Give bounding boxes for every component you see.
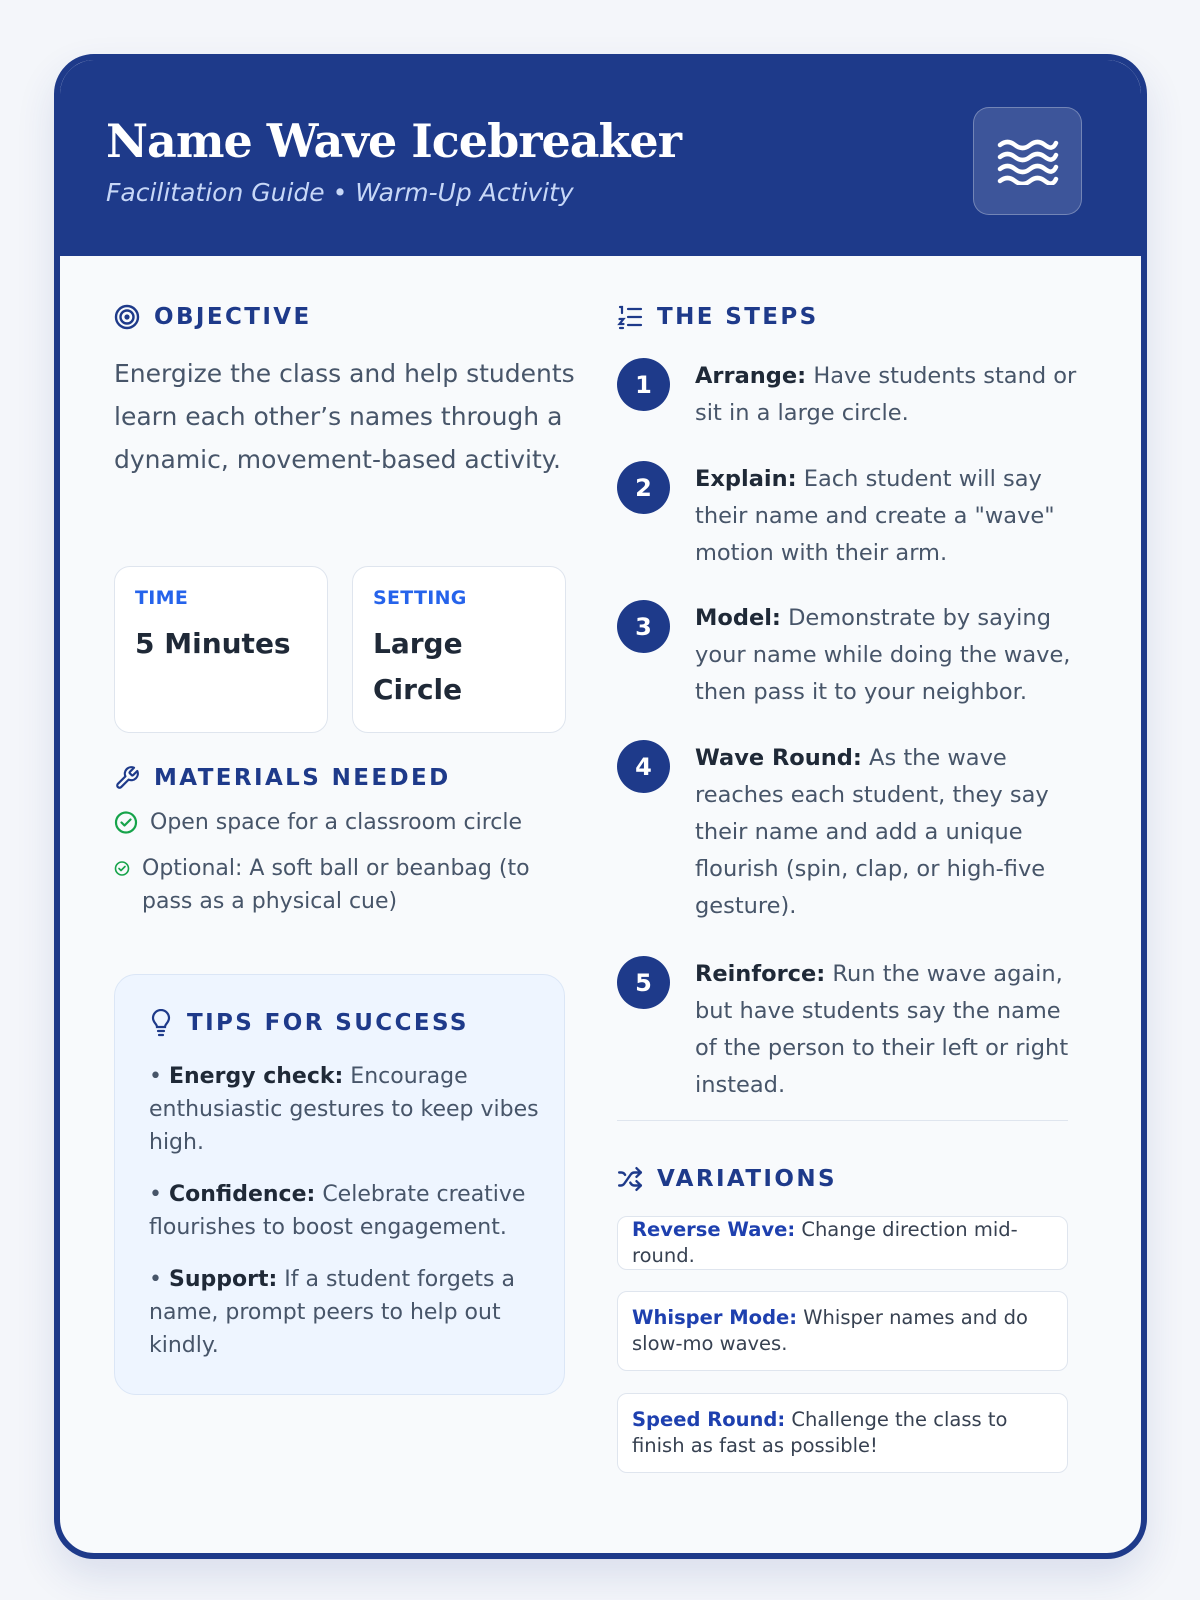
step-number: 3: [617, 600, 670, 653]
list-item: [114, 852, 554, 918]
step-number: 4: [617, 740, 670, 793]
material-text: Optional: A soft ball or beanbag (to pass as a physical cue): [142, 856, 530, 914]
stat-label: SETTING: [373, 587, 467, 609]
variation-card: [617, 1216, 1068, 1270]
tip-text: If a student forgets a name, prompt peers to help out kindly.: [149, 1267, 515, 1358]
tip-item: • Support: If a student forgets a name, prompt peers to help out kindly.: [149, 1267, 515, 1358]
step-number: 5: [617, 956, 670, 1009]
tip-text: Encourage enthusiastic gestures to keep vibes high.: [149, 1064, 539, 1155]
tip-label: Confidence:: [168, 1182, 316, 1207]
materials-heading-label: MATERIALS NEEDED: [154, 765, 451, 791]
variations-heading-label: VARIATIONS: [657, 1166, 837, 1192]
step-body: Run the wave again, but have students say the name of the person to their left or right instead.: [695, 961, 1069, 1098]
step-label: Arrange:: [695, 363, 807, 389]
step-text: [695, 956, 1077, 1104]
step-label: Reinforce:: [695, 961, 826, 987]
objective-heading-label: OBJECTIVE: [154, 304, 312, 330]
check-circle-icon: [114, 806, 138, 839]
step-label: Wave Round:: [695, 745, 862, 771]
divider: [617, 1120, 1068, 1121]
variation-text: Change direction mid-round.: [632, 1218, 1018, 1267]
time-stat: [114, 566, 328, 733]
objective-heading: [114, 304, 312, 330]
tips-heading-label: TIPS FOR SUCCESS: [187, 1010, 469, 1036]
check-circle-icon: [114, 852, 130, 885]
variation-card: [617, 1291, 1068, 1371]
lightbulb-icon: [149, 1009, 173, 1037]
list-item: [114, 806, 574, 839]
page-subtitle: Facilitation Guide • Warm-Up Activity: [106, 178, 574, 207]
step-label: Explain:: [695, 466, 797, 492]
tip-label: Energy check:: [168, 1064, 344, 1089]
card-header: [60, 60, 1141, 256]
target-icon: [114, 304, 140, 330]
material-text: Open space for a classroom circle: [150, 810, 523, 835]
variation-label: Speed Round:: [632, 1408, 786, 1431]
tip-item: • Energy check: Encourage enthusiastic gestures to keep vibes high.: [149, 1064, 539, 1155]
step-text: [695, 600, 1077, 711]
stat-value: 5 Minutes: [135, 627, 291, 660]
materials-heading: [114, 765, 451, 791]
tip-text: Celebrate creative flourishes to boost engagement.: [149, 1182, 526, 1240]
tip-label: Support:: [168, 1267, 278, 1292]
page-title: Name Wave Icebreaker: [106, 114, 681, 168]
objective-text: Energize the class and help students learn each other’s names through a dynamic, movement-based activity.: [114, 359, 575, 474]
variation-text: Whisper names and do slow-mo waves.: [632, 1306, 1028, 1355]
activity-card: [54, 54, 1147, 1559]
step-body: Have students stand or sit in a large circle.: [695, 363, 1077, 426]
steps-heading-label: THE STEPS: [657, 304, 819, 330]
step-number: 1: [617, 358, 670, 411]
shuffle-icon: [617, 1166, 643, 1192]
step-body: Each student will say their name and create a "wave" motion with their arm.: [695, 466, 1055, 566]
stat-label: TIME: [135, 587, 189, 609]
setting-stat: [352, 566, 566, 733]
stat-value: Large Circle: [373, 627, 463, 706]
step-label: Model:: [695, 605, 781, 631]
waves-icon: [997, 137, 1059, 185]
waves-logo: [973, 107, 1082, 215]
step-number: 2: [617, 461, 670, 514]
variations-heading: [617, 1166, 837, 1192]
steps-heading: [617, 304, 819, 330]
wrench-icon: [114, 765, 140, 791]
variation-card: [617, 1393, 1068, 1473]
step-text: [695, 358, 1077, 432]
list-ordered-icon: [617, 304, 643, 330]
tip-item: • Confidence: Celebrate creative flourishes to boost engagement.: [149, 1182, 526, 1240]
variation-label: Whisper Mode:: [632, 1306, 798, 1329]
variation-label: Reverse Wave:: [632, 1218, 796, 1241]
step-text: [695, 740, 1077, 925]
step-text: [695, 461, 1077, 572]
step-body: Demonstrate by saying your name while doing the wave, then pass it to your neighbor.: [695, 605, 1071, 705]
variation-text: Challenge the class to finish as fast as possible!: [632, 1408, 1008, 1457]
tips-panel: [114, 974, 565, 1395]
step-body: As the wave reaches each student, they say their name and add a unique flourish (spin, clap, or high-five gesture).: [695, 745, 1049, 919]
tips-heading: [149, 1009, 469, 1037]
